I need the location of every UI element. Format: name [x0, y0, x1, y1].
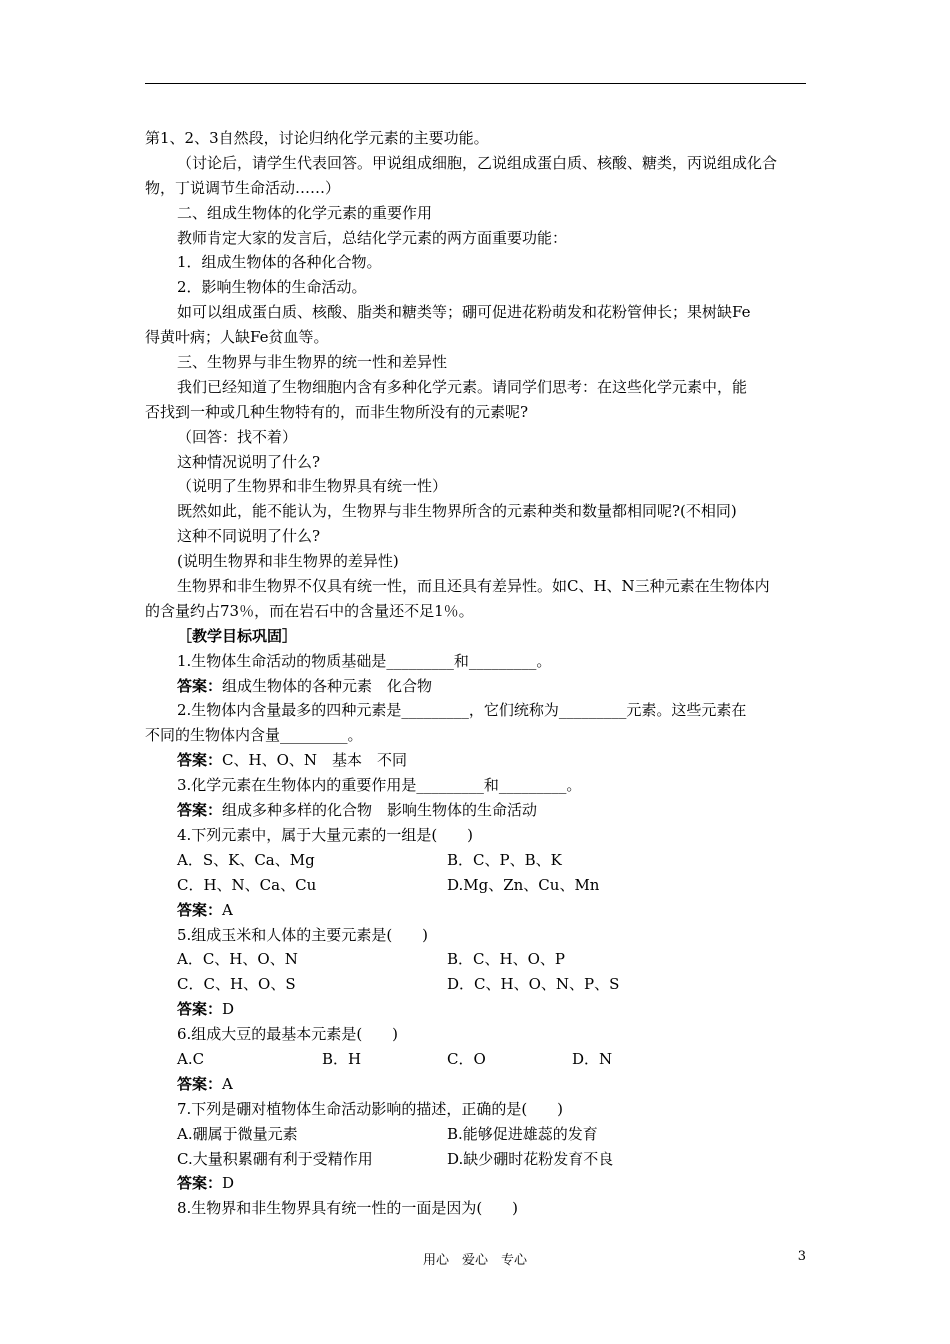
answer-5: [145, 997, 806, 1022]
answer-text: D: [222, 1174, 235, 1193]
answer-2: [145, 748, 806, 773]
answer-label: 答案：: [177, 751, 223, 770]
answer-text: 组成生物体的各种元素 化合物: [222, 676, 433, 695]
options-row: [145, 972, 806, 997]
answer-label: 答案：: [177, 1000, 223, 1019]
page-body: [145, 126, 806, 1221]
option-c: C．H、N、Ca、Cu: [177, 875, 317, 894]
option-c: C．O: [447, 1049, 486, 1068]
text-line: （说明了生物界和非生物界具有统一性）: [177, 477, 448, 496]
options-row: [145, 848, 806, 873]
page-number: 3: [797, 1249, 806, 1264]
answer-label: 答案：: [177, 801, 223, 820]
answer-text: 组成多种多样的化合物 影响生物体的生命活动: [222, 801, 538, 820]
text-line: 这种情况说明了什么?: [177, 452, 321, 471]
answer-text: A: [222, 900, 233, 919]
option-a: A.C: [177, 1049, 205, 1068]
text-line: （讨论后，请学生代表回答。甲说组成细胞，乙说组成蛋白质、核酸、糖类，丙说组成化合: [177, 153, 778, 172]
option-c: C.大量积累硼有利于受精作用: [177, 1149, 373, 1168]
answer-7: [145, 1171, 806, 1196]
section-heading: ［教学目标巩固］: [177, 626, 298, 645]
text-line: 教师肯定大家的发言后，总结化学元素的两方面重要功能：: [177, 228, 568, 247]
section-heading: 三、生物界与非生物界的统一性和差异性: [177, 353, 448, 372]
text-line: (说明生物界和非生物界的差异性): [177, 552, 399, 571]
text-line: 得黄叶病；人缺Fe贫血等。: [145, 328, 329, 347]
answer-4: [145, 898, 806, 923]
question-1: 1.生物体生命活动的物质基础是_________和_________。: [177, 651, 552, 670]
text-line: 既然如此，能不能认为，生物界与非生物界所含的元素种类和数量都相同呢?(不相同): [177, 502, 737, 521]
answer-3: [145, 798, 806, 823]
list-item: 1．组成生物体的各种化合物。: [177, 253, 382, 272]
question-7: 7.下列是硼对植物体生命活动影响的描述，正确的是( ): [177, 1099, 564, 1118]
text-line: 第1、2、3自然段，讨论归纳化学元素的主要功能。: [145, 129, 489, 147]
text-line: （回答：找不着）: [177, 427, 298, 446]
option-d: D．N: [572, 1049, 613, 1068]
answer-label: 答案：: [177, 900, 223, 919]
text-line: 的含量约占73％，而在岩石中的含量还不足1％。: [145, 601, 474, 620]
option-c: C．C、H、O、S: [177, 975, 296, 994]
text-line: 生物界和非生物界不仅具有统一性，而且还具有差异性。如C、H、N三种元素在生物体内: [177, 577, 770, 596]
options-row: [145, 1047, 806, 1072]
text-line: 这种不同说明了什么?: [177, 527, 321, 546]
question-2: 2.生物体内含量最多的四种元素是_________，它们统称为_________元素。这些元素在: [177, 701, 747, 720]
option-a: A.硼属于微量元素: [177, 1124, 298, 1143]
answer-label: 答案：: [177, 1074, 223, 1093]
section-heading: 二、组成生物体的化学元素的重要作用: [177, 203, 433, 222]
question-6: 6.组成大豆的最基本元素是( ): [177, 1025, 399, 1044]
question-8: 8.生物界和非生物界具有统一性的一面是因为( ): [177, 1199, 519, 1218]
option-a: A．S、K、Ca、Mg: [177, 850, 315, 869]
options-row: [145, 1147, 806, 1172]
options-row: [145, 1122, 806, 1147]
question-3: 3.化学元素在生物体内的重要作用是_________和_________。: [177, 776, 582, 795]
option-d: D.缺少硼时花粉发育不良: [447, 1149, 614, 1168]
answer-text: C、H、O、N 基本 不同: [222, 751, 407, 770]
answer-1: [145, 674, 806, 699]
option-b: B．C、H、O、P: [447, 950, 565, 969]
text-line: 物，丁说调节生命活动……）: [145, 178, 341, 197]
footer-motto: 用心 爱心 专心: [422, 1253, 527, 1268]
question-2-cont: 不同的生物体内含量_________。: [145, 726, 363, 745]
option-b: B．C、P、B、K: [447, 850, 562, 869]
question-4: 4.下列元素中，属于大量元素的一组是( ): [177, 825, 474, 844]
option-d: D．C、H、O、N、P、S: [447, 975, 620, 994]
option-b: B．H: [322, 1049, 362, 1068]
option-d: D.Mg、Zn、Cu、Mn: [447, 875, 600, 894]
text-line: 如可以组成蛋白质、核酸、脂类和糖类等；硼可促进花粉萌发和花粉管伸长；果树缺Fe: [177, 303, 751, 322]
options-row: [145, 873, 806, 898]
answer-label: 答案：: [177, 676, 223, 695]
answer-6: [145, 1072, 806, 1097]
option-b: B.能够促进雄蕊的发育: [447, 1124, 598, 1143]
option-a: A．C、H、O、N: [177, 950, 298, 969]
header-rule: [145, 83, 806, 84]
answer-text: D: [222, 1000, 235, 1019]
question-5: 5.组成玉米和人体的主要元素是( ): [177, 925, 429, 944]
text-line: 否找到一种或几种生物特有的，而非生物所没有的元素呢?: [145, 402, 529, 421]
options-row: [145, 947, 806, 972]
list-item: 2．影响生物体的生命活动。: [177, 278, 367, 297]
answer-text: A: [222, 1074, 233, 1093]
answer-label: 答案：: [177, 1174, 223, 1193]
text-line: 我们已经知道了生物细胞内含有多种化学元素。请同学们思考：在这些化学元素中，能: [177, 377, 748, 396]
